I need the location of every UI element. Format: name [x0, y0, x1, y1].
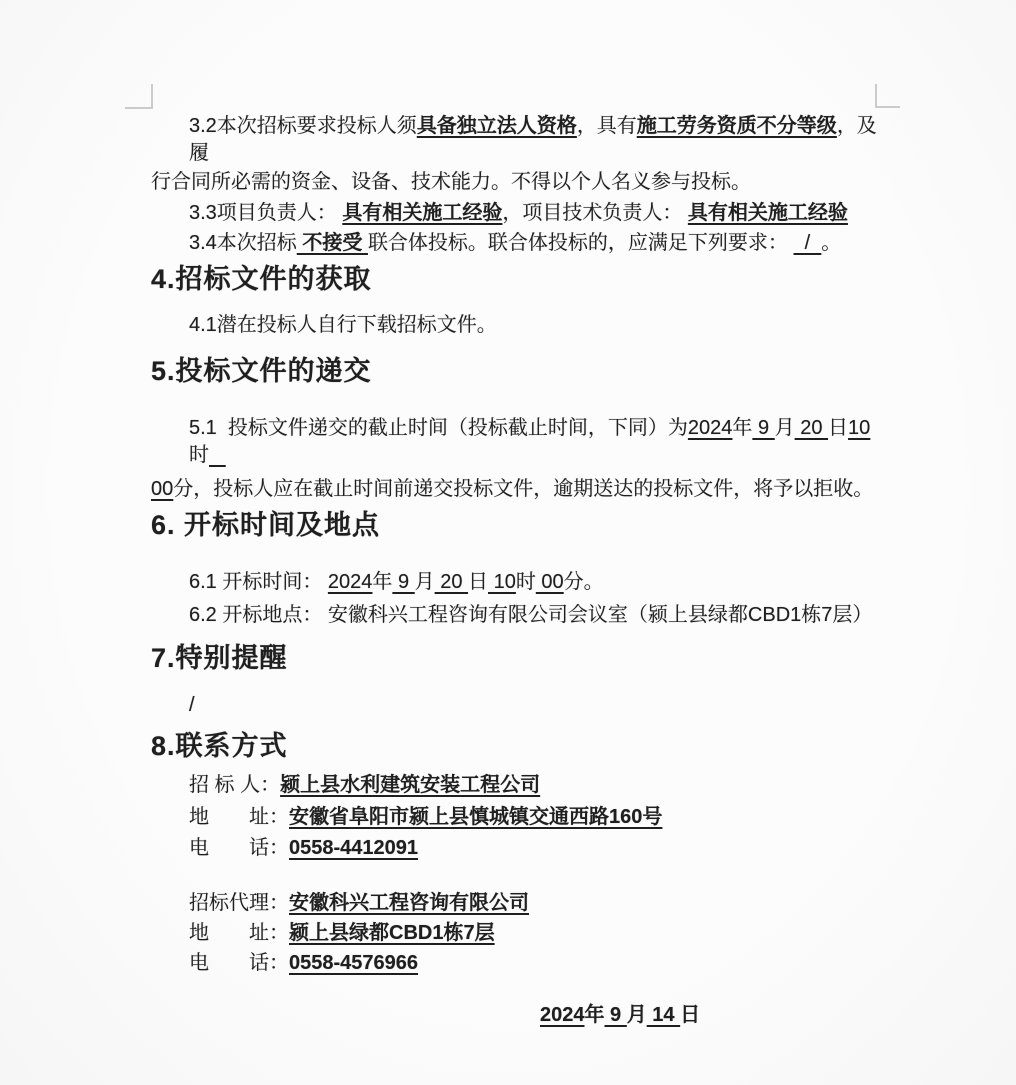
clause-5-1-line1 [151, 415, 896, 469]
open-time-month: 9 [392, 571, 415, 593]
clause-3-4-period: 。 [821, 232, 842, 254]
sign-date-day: 14 [646, 1004, 681, 1026]
slash-text: / [189, 694, 195, 716]
clause-4-1-text: 4.1潜在投标人自行下载招标文件。 [189, 314, 497, 336]
agent-address-label: 地 址： [189, 922, 289, 944]
page-margin-corner-left-icon [125, 84, 153, 109]
deadline-day: 20 [794, 417, 829, 439]
bidder-phone-label: 电 话： [189, 837, 289, 859]
clause-3-3-label-tech: ，项目技术负责人： [502, 202, 688, 224]
clause-4-1 [151, 312, 896, 339]
clause-3-2-text-f: 行合同所必需的资金、设备、技术能力。不得以个人名义参与投标。 [151, 171, 751, 193]
clause-3-3-label-pm: 3.3项目负责人： [189, 202, 343, 224]
clause-6-1-label: 6.1 开标时间： [189, 571, 328, 593]
clause-3-4-slash-blank: / [793, 232, 822, 254]
clause-3-4-consortium-answer: 不接受 [296, 232, 368, 254]
bidder-phone-value: 0558-4412091 [289, 837, 419, 859]
bidder-address-value: 安徽省阜阳市颍上县慎城镇交通西路160号 [289, 806, 663, 828]
section-4-heading: 4.招标文件的获取 [151, 264, 372, 294]
clause-6-2-text: 6.2 开标地点： 安徽科兴工程咨询有限公司会议室（颍上县绿都CBD1栋7层） [189, 604, 873, 626]
deadline-year: 2024 [687, 417, 733, 439]
clause-3-2-requirement-legal-person: 具备独立法人资格 [416, 115, 577, 137]
section-8-heading: 8.联系方式 [151, 731, 288, 761]
deadline-hour-label: 时 [189, 444, 209, 466]
clause-3-2-requirement-qualification: 施工劳务资质不分等级 [636, 115, 837, 137]
clause-3-2-line2 [151, 169, 896, 196]
clause-3-3 [151, 200, 896, 227]
agent-name: 安徽科兴工程咨询有限公司 [289, 892, 529, 914]
clause-3-2-text-a: 3.2本次招标要求投标人须 [189, 115, 417, 137]
clause-3-2-text-e: ，及履 [189, 115, 877, 164]
contact-row-agent-address [151, 920, 896, 947]
section-7-heading: 7.特别提醒 [151, 643, 288, 673]
contact-row-agent-phone [151, 950, 896, 977]
section-7-slash-placeholder [151, 692, 896, 719]
open-time-year: 2024 [327, 571, 373, 593]
deadline-year-label: 年 [732, 417, 753, 439]
document-content [151, 0, 896, 1029]
clause-5-1-text: 5.1 投标文件递交的截止时间（投标截止时间，下同）为 [189, 417, 688, 439]
clause-5-1-rest: 分，投标人应在截止时间前递交投标文件，逾期送达的投标文件，将予以拒收。 [173, 478, 874, 500]
open-time-hour-label: 时 [515, 571, 536, 593]
bidder-label: 招 标 人： [189, 774, 281, 796]
deadline-minute: 00 [151, 478, 174, 500]
clause-3-4-text-a: 3.4本次招标 [189, 232, 297, 254]
open-time-year-label: 年 [372, 571, 393, 593]
agent-label: 招标代理： [189, 892, 289, 914]
clause-5-1-line2 [151, 476, 896, 503]
section-6-heading: 6. 开标时间及地点 [151, 510, 381, 540]
contact-row-bidder-address [151, 804, 896, 831]
agent-phone-value: 0558-4576966 [289, 952, 419, 974]
deadline-blank-underline [209, 444, 226, 466]
open-time-day-label: 日 [468, 571, 489, 593]
section-5-heading: 5.投标文件的递交 [151, 356, 372, 386]
clause-3-4 [151, 230, 896, 257]
open-time-hour: 10 [488, 571, 516, 593]
clause-6-1-tail: 分。 [563, 571, 604, 593]
clause-3-3-pm-requirement: 具有相关施工经验 [342, 202, 503, 224]
clause-3-2-text-c: ，具有 [576, 115, 637, 137]
contact-row-agent [151, 890, 896, 917]
bidder-name: 颍上县水利建筑安装工程公司 [280, 774, 541, 796]
open-time-day: 20 [434, 571, 469, 593]
sign-date-year: 2024 [540, 1004, 585, 1026]
sign-date-line [151, 1002, 896, 1029]
deadline-month-label: 月 [774, 417, 795, 439]
deadline-month: 9 [752, 417, 775, 439]
deadline-hour: 10 [848, 417, 871, 439]
clause-6-1 [151, 569, 896, 596]
deadline-day-label: 日 [828, 417, 849, 439]
clause-3-4-text-c: 联合体投标。联合体投标的，应满足下列要求： [367, 232, 794, 254]
clause-3-2-line1 [151, 113, 896, 167]
sign-date-month: 9 [604, 1004, 627, 1026]
contact-row-bidder [151, 772, 896, 799]
bidder-address-label: 地 址： [189, 806, 289, 828]
clause-3-3-tech-requirement: 具有相关施工经验 [687, 202, 848, 224]
agent-phone-label: 电 话： [189, 952, 289, 974]
open-time-month-label: 月 [414, 571, 435, 593]
open-time-minute: 00 [535, 571, 564, 593]
clause-6-2 [151, 602, 896, 629]
sign-date-day-label: 日 [680, 1004, 701, 1026]
agent-address-value: 颍上县绿都CBD1栋7层 [289, 922, 495, 944]
sign-date-month-label: 月 [626, 1004, 647, 1026]
sign-date-year-label: 年 [584, 1004, 605, 1026]
contact-row-bidder-phone [151, 835, 896, 862]
